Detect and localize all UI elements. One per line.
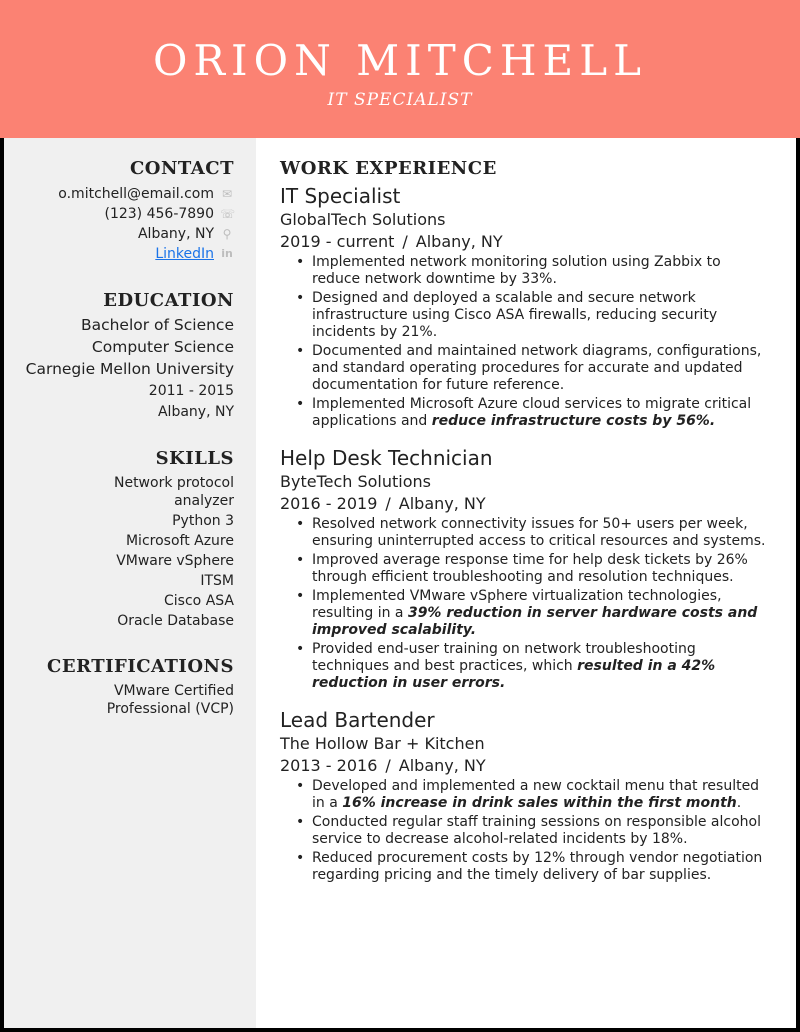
job-entry	[280, 183, 770, 430]
job-bullet	[280, 343, 770, 394]
bullet-emphasis: 16% increase in drink sales within the first month	[342, 795, 737, 811]
main-content	[280, 158, 770, 899]
bullet-emphasis: reduce infrastructure costs by 56%.	[431, 413, 716, 429]
candidate-title: IT SPECIALIST	[327, 90, 473, 110]
map-pin-icon: ⚲	[222, 227, 232, 241]
job-bullet	[280, 588, 770, 639]
job-bullet	[280, 254, 770, 288]
bullet-emphasis: resulted in a 42% reduction in user errors.	[312, 658, 716, 691]
job-bullets	[280, 778, 770, 884]
job-entry	[280, 445, 770, 692]
education-years: 2011 - 2015	[148, 383, 234, 399]
job-date-range: 2016 - 2019	[280, 494, 378, 513]
job-title: Lead Bartender	[280, 708, 435, 732]
bullet-text: Reduced procurement costs by 12% through vendor negotiation regarding pricing and the timely delivery of bar supplies.	[312, 850, 763, 883]
skill-item: Microsoft Azure	[125, 533, 234, 549]
work-experience-heading: WORK EXPERIENCE	[280, 158, 497, 179]
bullet-text: Implemented VMware vSphere virtualization technologies, resulting in a	[312, 588, 722, 621]
job-bullet	[280, 516, 770, 550]
bullet-text: Designed and deployed a scalable and secure network infrastructure using Cisco ASA firewalls, reducing security incidents by 21%.	[312, 290, 718, 340]
job-date-range: 2019 - current	[280, 232, 395, 251]
job-company: ByteTech Solutions	[280, 472, 431, 491]
job-bullet	[280, 850, 770, 884]
phone-text: (123) 456-7890	[104, 206, 214, 222]
bullet-text: Improved average response time for help desk tickets by 26% through efficient troubleshooting and resolution techniques.	[312, 552, 748, 585]
bullet-text: Documented and maintained network diagrams, configurations, and standard operating procedures for accurate and updated documentation for future reference.	[312, 343, 762, 393]
contact-linkedin[interactable]	[14, 244, 234, 264]
job-dates: 2013 - 2016 / Albany, NY	[280, 756, 486, 775]
job-bullet	[280, 814, 770, 848]
job-dates: 2016 - 2019 / Albany, NY	[280, 494, 486, 513]
certifications-heading: CERTIFICATIONS	[47, 656, 234, 677]
job-bullet	[280, 396, 770, 430]
phone-icon: ☏	[220, 207, 236, 221]
job-bullets	[280, 516, 770, 692]
skills-heading: SKILLS	[155, 448, 234, 469]
job-bullet	[280, 552, 770, 586]
certifications-section	[14, 656, 234, 718]
bullet-text: Implemented network monitoring solution using Zabbix to reduce network downtime by 33%.	[312, 254, 721, 287]
skills-section	[14, 448, 234, 630]
job-bullet	[280, 778, 770, 812]
linkedin-link[interactable]: LinkedIn	[155, 246, 214, 262]
location-text: Albany, NY	[137, 226, 214, 242]
job-location: Albany, NY	[398, 756, 486, 775]
contact-email[interactable]	[14, 184, 234, 204]
job-bullets	[280, 254, 770, 430]
skill-item: Cisco ASA	[164, 593, 234, 609]
email-text: o.mitchell@email.com	[58, 186, 214, 202]
bullet-text: Resolved network connectivity issues for 50+ users per week, ensuring uninterrupted access to critical resources and systems.	[312, 516, 766, 549]
bullet-emphasis: 39% reduction in server hardware costs and improved scalability.	[312, 605, 758, 638]
job-entry	[280, 707, 770, 884]
contact-heading: CONTACT	[129, 158, 234, 179]
skill-item: Oracle Database	[117, 613, 234, 629]
job-company: GlobalTech Solutions	[280, 210, 446, 229]
job-location: Albany, NY	[415, 232, 503, 251]
bullet-text: Implemented Microsoft Azure cloud services to migrate critical applications and	[312, 396, 752, 429]
education-heading: EDUCATION	[103, 290, 234, 311]
envelope-icon: ✉	[221, 187, 233, 201]
job-date-range: 2013 - 2016	[280, 756, 378, 775]
contact-location	[14, 224, 234, 244]
bullet-text: Developed and implemented a new cocktail menu that resulted in a	[312, 778, 760, 811]
education-degree: Bachelor of Science	[80, 316, 234, 334]
certification-item: VMware Certified Professional (VCP)	[106, 683, 234, 717]
job-company: The Hollow Bar + Kitchen	[280, 734, 485, 753]
resume-header	[0, 0, 800, 138]
sidebar	[4, 138, 256, 1028]
skill-item: Python 3	[172, 513, 234, 529]
linkedin-icon: in	[221, 247, 233, 260]
job-title: Help Desk Technician	[280, 446, 493, 470]
bullet-text: Conducted regular staff training sessions on responsible alcohol service to decrease alcohol-related incidents by 18%.	[312, 814, 761, 847]
skill-item: VMware vSphere	[116, 553, 234, 569]
education-school: Carnegie Mellon University	[25, 360, 234, 378]
education-location: Albany, NY	[157, 404, 234, 420]
contact-phone[interactable]	[14, 204, 234, 224]
skill-item: ITSM	[200, 573, 234, 589]
education-major: Computer Science	[91, 338, 234, 356]
job-dates: 2019 - current / Albany, NY	[280, 232, 503, 251]
contact-section	[14, 158, 234, 264]
education-section	[14, 290, 234, 422]
bullet-text: Provided end-user training on network troubleshooting techniques and best practices, which	[312, 641, 696, 674]
job-location: Albany, NY	[398, 494, 486, 513]
job-bullet	[280, 641, 770, 692]
job-bullet	[280, 290, 770, 341]
candidate-name: ORION MITCHELL	[153, 36, 647, 85]
skill-item: Network protocol analyzer	[113, 475, 234, 509]
job-title: IT Specialist	[280, 184, 401, 208]
bullet-tail: .	[736, 795, 742, 811]
